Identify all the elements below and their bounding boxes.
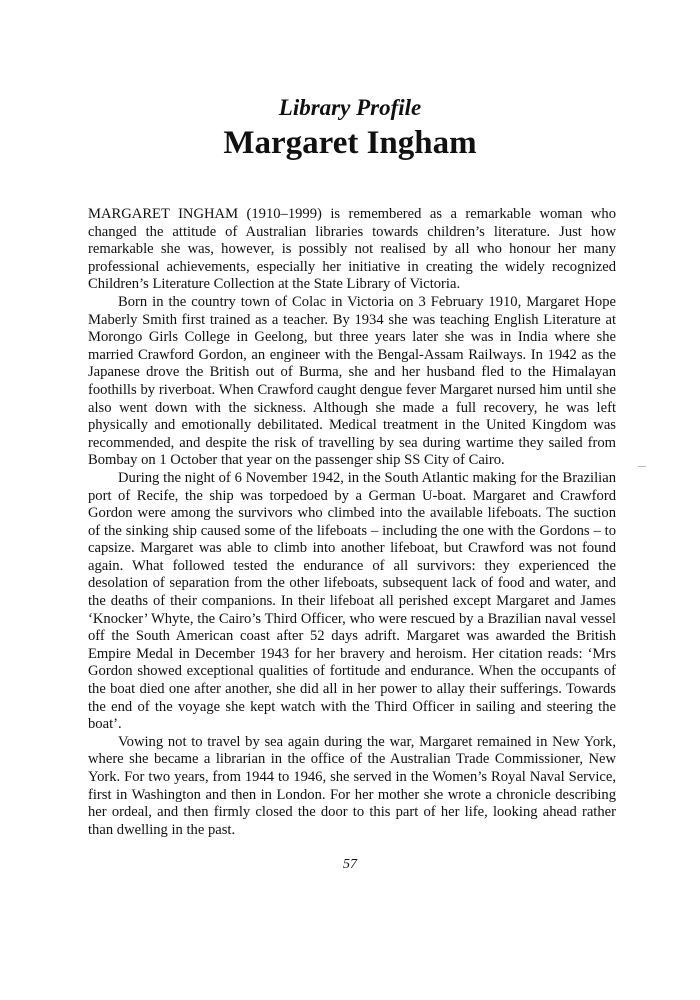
section-kicker: Library Profile — [278, 95, 422, 120]
margin-mark — [638, 466, 646, 467]
paragraph-early-life: Born in the country town of Colac in Victoria on 3 February 1910, Margaret Hope Maberly Smith first trained as a teacher. By 1934 she was teaching English Literature at Morongo Girls College in Geelong, but three years later she was in India where she married Crawford Gordon, an engineer with the Bengal-Assam Railways. In 1942 as the Japanese drove the British out of Burma, she and her husband fled to the Himalayan foothills by riverboat. When Crawford caught dengue fever Margaret nursed him until she also went down with the sickness. Although she made a full recovery, he was left physically and emotionally debilitated. Medical treatment in the United Kingdom was recommended, and despite the risk of travelling by sea during wartime they sailed from Bombay on 1 October that year on the passenger ship SS City of Cairo. — [88, 293, 616, 469]
page-title: Margaret Ingham — [223, 125, 477, 161]
paragraph-shipwreck: During the night of 6 November 1942, in the South Atlantic making for the Brazilian port of Recife, the ship was torpedoed by a German U-boat. Margaret and Crawford Gordon were among the survivors who climbed into the available lifeboats. The suction of the sinking ship caused some of the lifeboats – including the one with the Gordons – to capsize. Margaret was able to climb into another lifeboat, but Crawford was not found again. What followed tested the endurance of all survivors: they experienced the desolation of separation from the other lifeboats, subsequent lack of food and water, and the deaths of their companions. In their lifeboat all perished except Margaret and James ‘Knocker’ Whyte, the Cairo’s Third Officer, who were rescued by a Brazilian naval vessel off the South American coast after 52 days adrift. Margaret was awarded the British Empire Medal in December 1943 for her bravery and heroism. Her citation reads: ‘Mrs Gordon showed exceptional qualities of fortitude and endurance. When the occupants of the boat died one after another, she did all in her power to allay their sufferings. Towards the end of the voyage she kept watch with the Third Officer in sailing and steering the boat’. — [88, 469, 616, 733]
paragraph-new-york: Vowing not to travel by sea again during the war, Margaret remained in New York, where she became a librarian in the office of the Australian Trade Commissioner, New York. For two years, from 1944 to 1946, she served in the Women’s Royal Naval Service, first in Washington and then in London. For her mother she wrote a chronicle describing her ordeal, and then firmly closed the door to this part of her life, looking ahead rather than dwelling in the past. — [88, 733, 616, 838]
page-number: 57 — [343, 857, 357, 872]
paragraph-intro: MARGARET INGHAM (1910–1999) is remembered as a remarkable woman who changed the attitude of Australian libraries towards children’s literature. Just how remarkable she was, however, is possibly not realised by all who honour her many professional achievements, especially her initiative in creating the widely recognized Children’s Literature Collection at the State Library of Victoria. — [88, 206, 616, 293]
article-body — [88, 206, 616, 839]
